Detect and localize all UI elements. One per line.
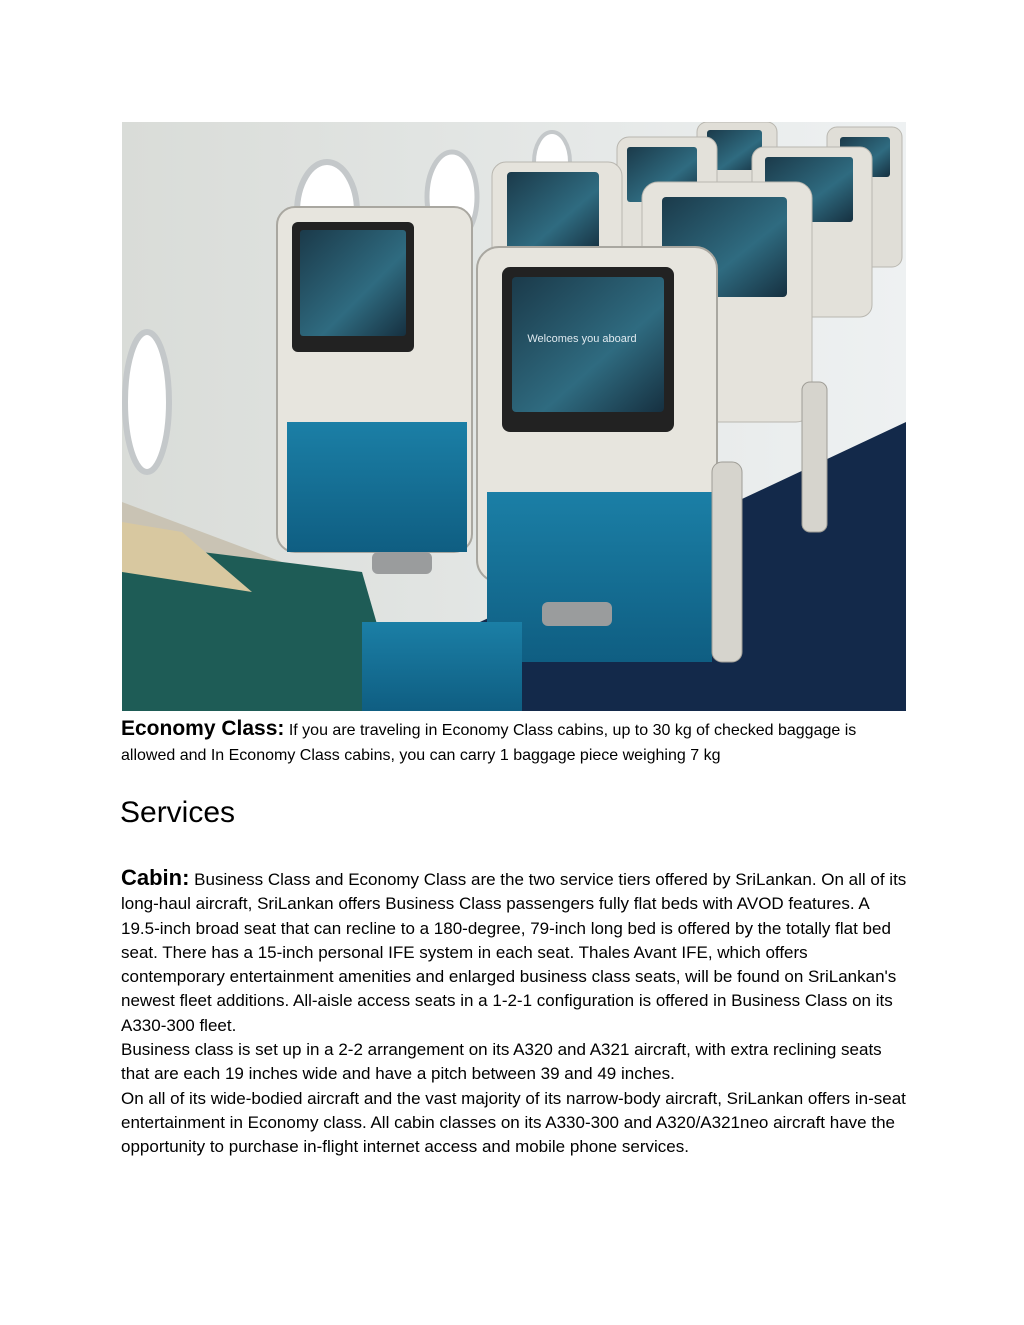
cabin-photo (122, 122, 906, 711)
cabin-section (121, 866, 911, 1160)
cabin-paragraph-3: On all of its wide-bodied aircraft and the vast majority of its narrow-body aircraft, SriLankan offers in-seat entertainment in Economy class. All cabin classes on its A330-300 and A320/A321neo aircraft have the opportunity to purchase in-flight internet access and mobile phone services. (121, 1088, 906, 1157)
cabin-paragraph-1 (121, 866, 911, 1038)
services-heading: Services (120, 796, 236, 829)
cabin-paragraph-1-text: Business Class and Economy Class are the two service tiers offered by SriLankan. On all of its long-haul aircraft, SriLankan offers Business Class passengers fully flat beds with AVOD features. A 19.5-inch broad seat that can recline to a 180-degree, 79-inch long bed is offered by the totally flat bed seat. There has a 15-inch personal IFE system in each seat. Thales Avant IFE, which offers contemporary entertainment amenities and enlarged business class seats, will be found on SriLankan's newest fleet additions. All-aisle access seats in a 1-2-1 configuration is offered in Business Class on its A330-300 fleet. (121, 870, 907, 1035)
economy-class-text: If you are traveling in Economy Class cabins, up to 30 kg of checked baggage is allowed and In Economy Class cabins, you can carry 1 baggage piece weighing 7 kg (121, 722, 857, 764)
economy-class-label: Economy Class: (121, 717, 285, 740)
cabin-photo-illustration (122, 122, 906, 711)
ife-screen-welcome-text: Welcomes you aboard (527, 333, 637, 345)
economy-class-caption (121, 716, 911, 768)
cabin-label: Cabin: (121, 865, 190, 890)
cabin-paragraph-2: Business class is set up in a 2-2 arrangement on its A320 and A321 aircraft, with extra reclining seats that are each 19 inches wide and have a pitch between 39 and 49 inches. (121, 1040, 882, 1084)
